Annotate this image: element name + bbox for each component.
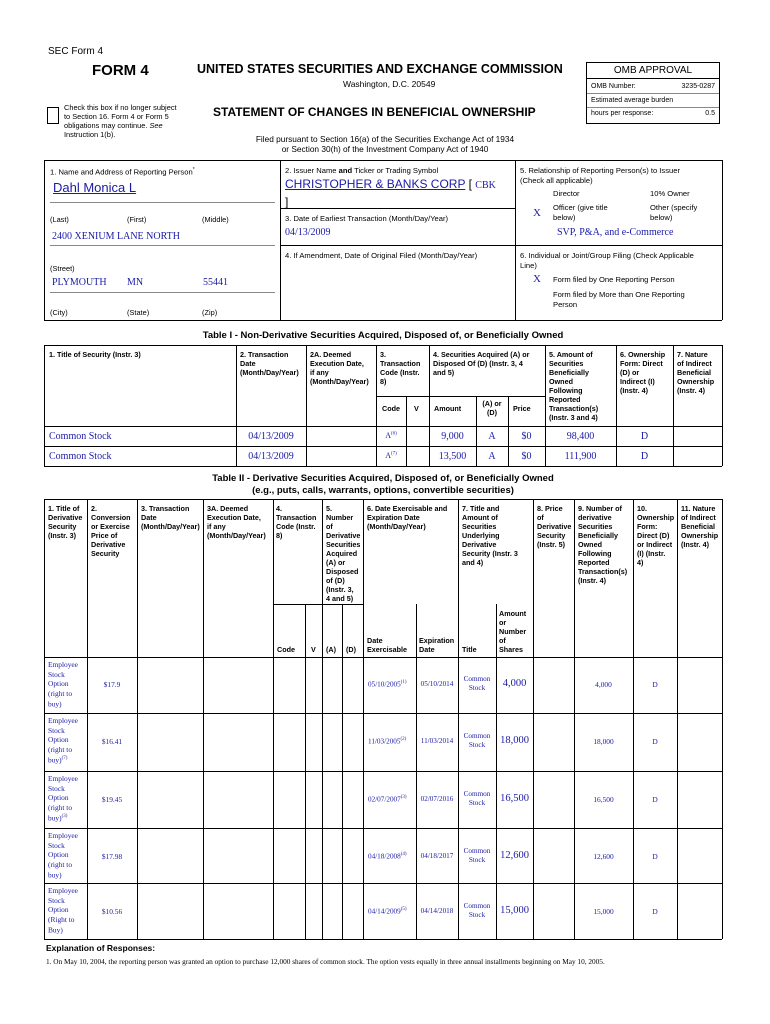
t1-r2-form: D: [640, 451, 649, 462]
earliest-transaction-date: 04/13/2009: [285, 227, 331, 238]
t2-sub-d: (D): [346, 645, 356, 654]
ten-percent-owner-label: 10% Owner: [650, 189, 690, 198]
t2-sub-date-exercisable: Date Exercisable: [367, 636, 407, 654]
t2-r5-owned: 15,000: [593, 907, 614, 916]
t2-r2-shares: 18,000: [500, 735, 529, 746]
box4-label: 4. If Amendment, Date of Original Filed (Month/Day/Year): [285, 251, 478, 260]
issuer-line: CHRISTOPHER & BANKS CORP [ CBK ]: [285, 177, 496, 209]
t1-r1-price: $0: [521, 431, 532, 442]
director-label: Director: [553, 189, 580, 198]
omb-number-value: 3235-0287: [681, 83, 715, 90]
t2-r2-utitle: Common Stock: [463, 732, 491, 749]
omb-hours-label: hours per response:: [591, 110, 654, 117]
reporting-person-name[interactable]: Dahl Monica L: [53, 180, 137, 195]
t1-r2-price: $0: [521, 451, 532, 462]
box5-label: 5. Relationship of Reporting Person(s) to Issuer (Check all applicable): [520, 166, 680, 185]
t1-h7: 7. Nature of Indirect Beneficial Ownership (Instr. 4): [677, 350, 715, 395]
t2-r3-utitle: Common Stock: [463, 790, 491, 807]
t2-h10: 10. Ownership Form: Direct (D) or Indirect (I) (Instr. 4): [637, 504, 675, 567]
last-label: (Last): [50, 215, 69, 224]
t1-r2-title: Common Stock: [49, 451, 112, 462]
t1-r2-owned: 111,900: [564, 451, 597, 462]
t1-r2-code: $A^{(7)}$: [385, 451, 397, 460]
t2-h11: 11. Nature of Indirect Beneficial Ownership (Instr. 4): [681, 504, 719, 549]
t1-r2-date: 04/13/2009: [248, 451, 294, 462]
t2-r5-form: D: [652, 907, 658, 916]
commission-city: Washington, D.C. 20549: [343, 79, 436, 89]
t1-r1-title: Common Stock: [49, 431, 112, 442]
t2-r2-owned: 18,000: [593, 737, 614, 746]
t2-h6: 6. Date Exercisable and Expiration Date (Month/Day/Year): [367, 504, 448, 531]
box2-label: 2. Issuer Name and Ticker or Trading Symbol: [285, 166, 439, 175]
t2-r2-price: $16.41: [101, 737, 123, 746]
t1-h2: 2. Transaction Date (Month/Day/Year): [240, 350, 299, 377]
t1-r1-date: 04/13/2009: [248, 431, 294, 442]
first-label: (First): [127, 215, 147, 224]
t2-sub-code: Code: [277, 645, 295, 654]
omb-title: OMB APPROVAL: [587, 63, 719, 79]
state-label: (State): [127, 308, 150, 317]
t2-r4-owned: 12,600: [593, 852, 614, 861]
issuer-name[interactable]: CHRISTOPHER & BANKS CORP: [285, 177, 466, 191]
t2-r5-title: Employee Stock Option (Right to Buy): [48, 886, 78, 935]
t2-r1-utitle: Common Stock: [463, 675, 491, 692]
t1-sub-price: Price: [513, 404, 531, 413]
checkbox-instructions: Check this box if no longer subject to Section 16. Form 4 or Form 5 obligations may continue. See Instruction 1(b).: [64, 103, 177, 139]
t2-r1-expiration: 05/10/2014: [420, 680, 454, 688]
t1-h6: 6. Ownership Form: Direct (D) or Indirect (I) (Instr. 4): [620, 350, 666, 395]
t1-sub-v: V: [414, 404, 419, 413]
t2-r1-owned: 4,000: [595, 680, 612, 689]
t2-r1-exercisable: 05/10/2005$^{(1)}$: [368, 680, 407, 689]
t2-sub-expiration: Expiration Date: [419, 636, 455, 654]
t2-r4-exercisable: 04/18/2008$^{(4)}$: [368, 852, 407, 861]
t1-r2-ad: A: [488, 451, 496, 462]
t2-r4-expiration: 04/18/2017: [420, 852, 454, 860]
box3-label: 3. Date of Earliest Transaction (Month/Day/Year): [285, 214, 449, 223]
officer-label: Officer (give title below): [553, 203, 608, 222]
t1-r1-form: D: [640, 431, 649, 442]
t2-r2-exercisable: 11/03/2005$^{(2)}$: [368, 737, 407, 746]
t2-h5: 5. Number of Derivative Securities Acquired (A) or Disposed of (D) (Instr. 3, 4 and 5): [326, 504, 361, 603]
omb-number-label: OMB Number:: [591, 83, 636, 90]
t2-h4: 4. Transaction Code (Instr. 8): [276, 504, 317, 540]
t1-r2-amount: 13,500: [438, 451, 467, 462]
t1-h2a: 2A. Deemed Execution Date, if any (Month/Day/Year): [310, 350, 369, 386]
t2-sub-amount: Amount or Number of Shares: [499, 609, 527, 654]
t2-sub-title: Title: [462, 645, 477, 654]
t2-r4-price: $17.98: [101, 852, 123, 861]
t1-r1-code: $A^{(6)}$: [385, 431, 397, 440]
t2-r4-form: D: [652, 852, 658, 861]
t2-r5-shares: 15,000: [500, 905, 529, 916]
t2-r2-title: Employee Stock Option (right to buy)$^{(7)}$: [48, 716, 78, 765]
street-value: 2400 XENIUM LANE NORTH: [52, 231, 180, 242]
t1-sub-code: Code: [382, 404, 400, 413]
officer-mark[interactable]: X: [533, 207, 541, 219]
one-person-label: Form filed by One Reporting Person: [553, 275, 675, 284]
omb-burden-label: Estimated average burden: [591, 97, 674, 104]
t2-r4-title: Employee Stock Option (right to buy): [48, 831, 78, 880]
t2-h3: 3. Transaction Date (Month/Day/Year): [141, 504, 200, 531]
sec-form-label: SEC Form 4: [48, 46, 104, 57]
t2-h7: 7. Title and Amount of Securities Underlying Derivative Security (Instr. 3 and 4): [462, 504, 518, 567]
statement-title: STATEMENT OF CHANGES IN BENEFICIAL OWNERSHIP: [213, 105, 536, 119]
t1-r1-ad: A: [488, 431, 496, 442]
filed-pursuant: Filed pursuant to Section 16(a) of the Securities Exchange Act of 1934 or Section 30(h) of the Investment Company Act of 1940: [255, 134, 515, 154]
omb-approval-box: [586, 62, 720, 124]
t1-h5: 5. Amount of Securities Beneficially Owned Following Reported Transaction(s) (Instr. 3 and 4): [549, 350, 599, 422]
commission-title: UNITED STATES SECURITIES AND EXCHANGE COMMISSION: [197, 62, 563, 76]
table2-title: Table II - Derivative Securities Acquired, Disposed of, or Beneficially Owned (e.g., puts, calls, warrants, options, convertible securities): [212, 473, 554, 496]
street-label: (Street): [50, 264, 75, 273]
table1-title: Table I - Non-Derivative Securities Acquired, Disposed of, or Beneficially Owned: [202, 330, 564, 341]
t1-h3: 3. Transaction Code (Instr. 8): [380, 350, 421, 386]
state-value: MN: [127, 277, 144, 288]
t1-r1-amount: 9,000: [441, 431, 464, 442]
form-title: FORM 4: [92, 62, 149, 79]
box6-label: 6. Individual or Joint/Group Filing (Check Applicable Line): [520, 251, 694, 270]
explanation-title: Explanation of Responses:: [46, 943, 156, 953]
t2-r1-title: Employee Stock Option (right to buy): [48, 660, 78, 709]
t2-r5-exercisable: 04/14/2009$^{(5)}$: [368, 907, 407, 916]
t2-h9: 9. Number of derivative Securities Beneficially Owned Following Reported Transaction(s) (Instr. 4): [578, 504, 628, 585]
other-label: Other (specify below): [650, 203, 698, 222]
t1-sub-ad: (A) or (D): [482, 399, 502, 417]
t2-h1: 1. Title of Derivative Security (Instr. 3): [48, 504, 83, 540]
t1-h1: 1. Title of Security (Instr. 3): [49, 350, 141, 359]
more-persons-label: Form filed by More than One Reporting Person: [553, 290, 685, 309]
t2-sub-v: V: [311, 645, 316, 654]
t1-h4: 4. Securities Acquired (A) or Disposed Of (D) (Instr. 3, 4 and 5): [433, 350, 530, 377]
t2-r3-expiration: 02/07/2016: [420, 795, 454, 803]
issuer-ticker[interactable]: CBK: [475, 180, 496, 191]
t2-r3-exercisable: 02/07/2007$^{(3)}$: [368, 795, 407, 804]
t2-r1-price: $17.9: [103, 680, 121, 689]
zip-value: 55441: [203, 277, 228, 288]
t2-r5-expiration: 04/14/2018: [420, 907, 454, 915]
t2-h8: 8. Price of Derivative Security (Instr. 5): [537, 504, 572, 549]
t2-r5-utitle: Common Stock: [463, 902, 491, 919]
t2-r4-shares: 12,600: [500, 850, 529, 861]
t2-r3-title: Employee Stock Option (right to buy)$^{(3)}$: [48, 774, 78, 823]
one-person-mark[interactable]: X: [533, 273, 541, 285]
t2-r3-price: $19.45: [101, 795, 123, 804]
t2-r3-owned: 16,500: [593, 795, 614, 804]
box1-label: 1. Name and Address of Reporting Person*: [50, 167, 195, 177]
t2-r2-expiration: 11/03/2014: [420, 737, 454, 745]
officer-title: SVP, P&A, and e-Commerce: [557, 227, 674, 238]
omb-hours-value: 0.5: [705, 110, 715, 117]
t2-h3a: 3A. Deemed Execution Date, if any (Month/Day/Year): [207, 504, 266, 540]
city-label: (City): [50, 308, 68, 317]
t2-r3-shares: 16,500: [500, 793, 529, 804]
t2-r3-form: D: [652, 795, 658, 804]
t2-r4-utitle: Common Stock: [463, 847, 491, 864]
t2-r1-shares: 4,000: [502, 678, 527, 689]
explanation-note-1: 1. On May 10, 2004, the reporting person was granted an option to purchase 12,000 shares of common stock. The option vests equally in three annual installments beginning on May 10, 2005.: [46, 957, 605, 966]
zip-label: (Zip): [202, 308, 218, 317]
t1-r1-owned: 98,400: [566, 431, 595, 442]
t2-r1-form: D: [652, 680, 658, 689]
t1-sub-amount: Amount: [434, 404, 462, 413]
city-value: PLYMOUTH: [52, 277, 107, 288]
middle-label: (Middle): [202, 215, 229, 224]
t2-h2: 2. Conversion or Exercise Price of Derivative Security: [91, 504, 131, 558]
t2-r5-price: $10.56: [101, 907, 123, 916]
no-longer-subject-checkbox[interactable]: [47, 107, 59, 124]
t2-r2-form: D: [652, 737, 658, 746]
t2-sub-a: (A): [326, 645, 336, 654]
